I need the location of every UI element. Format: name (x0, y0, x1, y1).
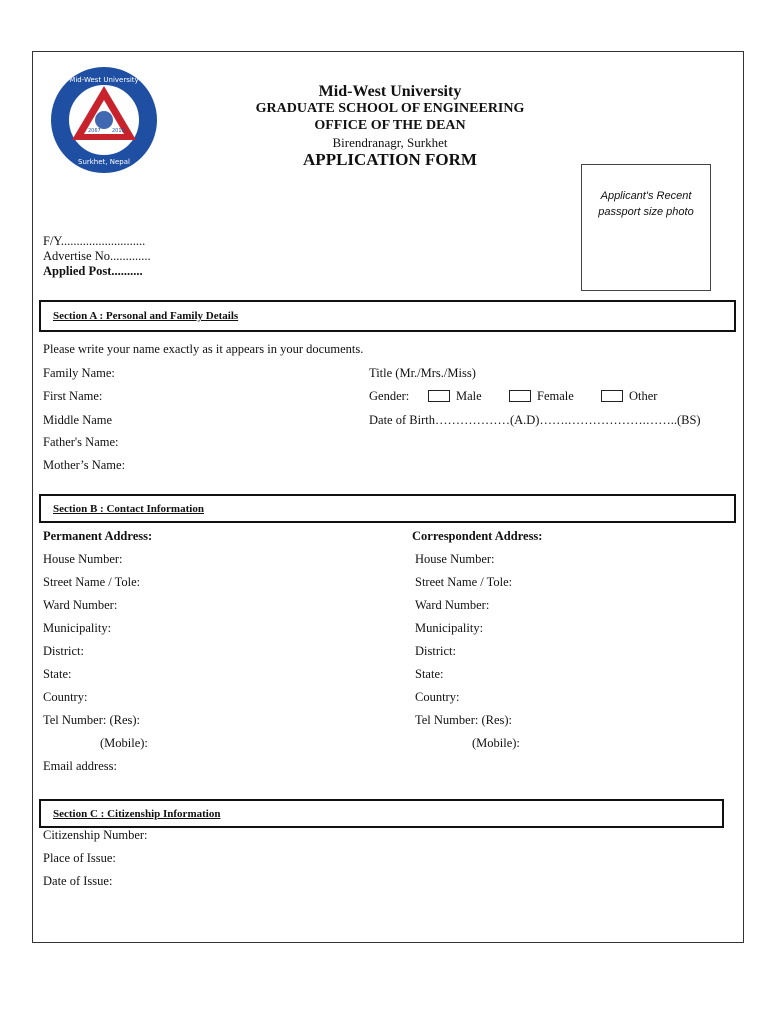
perm-state-field[interactable]: State: (43, 667, 72, 681)
citizenship-number-field[interactable]: Citizenship Number: (43, 828, 148, 842)
perm-municipality-field[interactable]: Municipality: (43, 621, 112, 635)
title-field[interactable]: Title (Mr./Mrs./Miss) (369, 366, 476, 380)
form-header (220, 82, 560, 171)
gender-field (369, 389, 409, 404)
applied-post-field[interactable]: Applied Post.......... (43, 264, 143, 278)
fathers-name-field[interactable]: Father's Name: (43, 435, 119, 449)
photo-box-label-2: passport size photo (598, 205, 694, 218)
section-b-title: Section B : Contact Information (53, 503, 204, 515)
perm-tel-res-field[interactable]: Tel Number: (Res): (43, 713, 141, 727)
gender-label: Gender: (369, 389, 410, 403)
logo-year-right: 2010 (112, 128, 125, 134)
correspondent-address-heading: Correspondent Address: (412, 529, 543, 543)
fy-field[interactable]: F/Y........................... (43, 234, 146, 248)
other-checkbox[interactable] (601, 390, 623, 402)
section-b-header (39, 494, 736, 523)
male-label: Male (456, 389, 482, 403)
perm-ward-field[interactable]: Ward Number: (43, 598, 118, 612)
first-name-field[interactable]: First Name: (43, 389, 103, 403)
female-label: Female (537, 389, 574, 403)
section-c-header (39, 799, 724, 828)
university-logo (50, 66, 158, 174)
place-of-issue-field[interactable]: Place of Issue: (43, 851, 116, 865)
male-checkbox[interactable] (428, 390, 450, 402)
photo-box[interactable] (581, 164, 711, 291)
corr-mobile-field[interactable]: (Mobile): (472, 736, 520, 750)
email-field[interactable]: Email address: (43, 759, 117, 773)
photo-box-label-1: Applicant's Recent (600, 190, 692, 202)
school-name: GRADUATE SCHOOL OF ENGINEERING (255, 101, 525, 117)
corr-street-field[interactable]: Street Name / Tole: (415, 575, 513, 589)
other-label: Other (629, 389, 658, 403)
perm-street-field[interactable]: Street Name / Tole: (43, 575, 141, 589)
middle-name-field[interactable]: Middle Name (43, 413, 113, 427)
section-a-title: Section A : Personal and Family Details (53, 310, 239, 322)
form-title: APPLICATION FORM (303, 150, 477, 170)
perm-country-field[interactable]: Country: (43, 690, 88, 704)
corr-municipality-field[interactable]: Municipality: (415, 621, 484, 635)
corr-ward-field[interactable]: Ward Number: (415, 598, 490, 612)
corr-state-field[interactable]: State: (415, 667, 444, 681)
gender-male-option[interactable] (428, 389, 482, 404)
perm-house-number-field[interactable]: House Number: (43, 552, 123, 566)
university-name: Mid-West University (318, 83, 462, 100)
corr-district-field[interactable]: District: (415, 644, 456, 658)
family-name-field[interactable]: Family Name: (43, 366, 115, 380)
mothers-name-field[interactable]: Mother’s Name: (43, 458, 126, 472)
perm-mobile-field[interactable]: (Mobile): (100, 736, 148, 750)
name-instruction: Please write your name exactly as it appears in your documents. (43, 342, 364, 356)
logo-year-left: 2067 (88, 128, 101, 134)
date-of-birth-field[interactable]: Date of Birth………………(A.D)…….……………….……..(BS) (369, 413, 701, 427)
corr-country-field[interactable]: Country: (415, 690, 460, 704)
logo-place-text: Surkhet, Nepal (78, 158, 130, 166)
gender-other-option[interactable] (601, 389, 657, 404)
office-location: Birendranagr, Surkhet (332, 134, 448, 150)
section-a-header (39, 300, 736, 332)
permanent-address-heading: Permanent Address: (43, 529, 153, 543)
female-checkbox[interactable] (509, 390, 531, 402)
perm-district-field[interactable]: District: (43, 644, 84, 658)
logo-english-text: Mid-West University (69, 76, 139, 84)
date-of-issue-field[interactable]: Date of Issue: (43, 874, 113, 888)
corr-tel-res-field[interactable]: Tel Number: (Res): (415, 713, 513, 727)
office-name: OFFICE OF THE DEAN (314, 117, 466, 133)
gender-female-option[interactable] (509, 389, 574, 404)
advertise-field[interactable]: Advertise No............. (43, 249, 151, 263)
corr-house-number-field[interactable]: House Number: (415, 552, 495, 566)
section-c-title: Section C : Citizenship Information (53, 808, 221, 820)
